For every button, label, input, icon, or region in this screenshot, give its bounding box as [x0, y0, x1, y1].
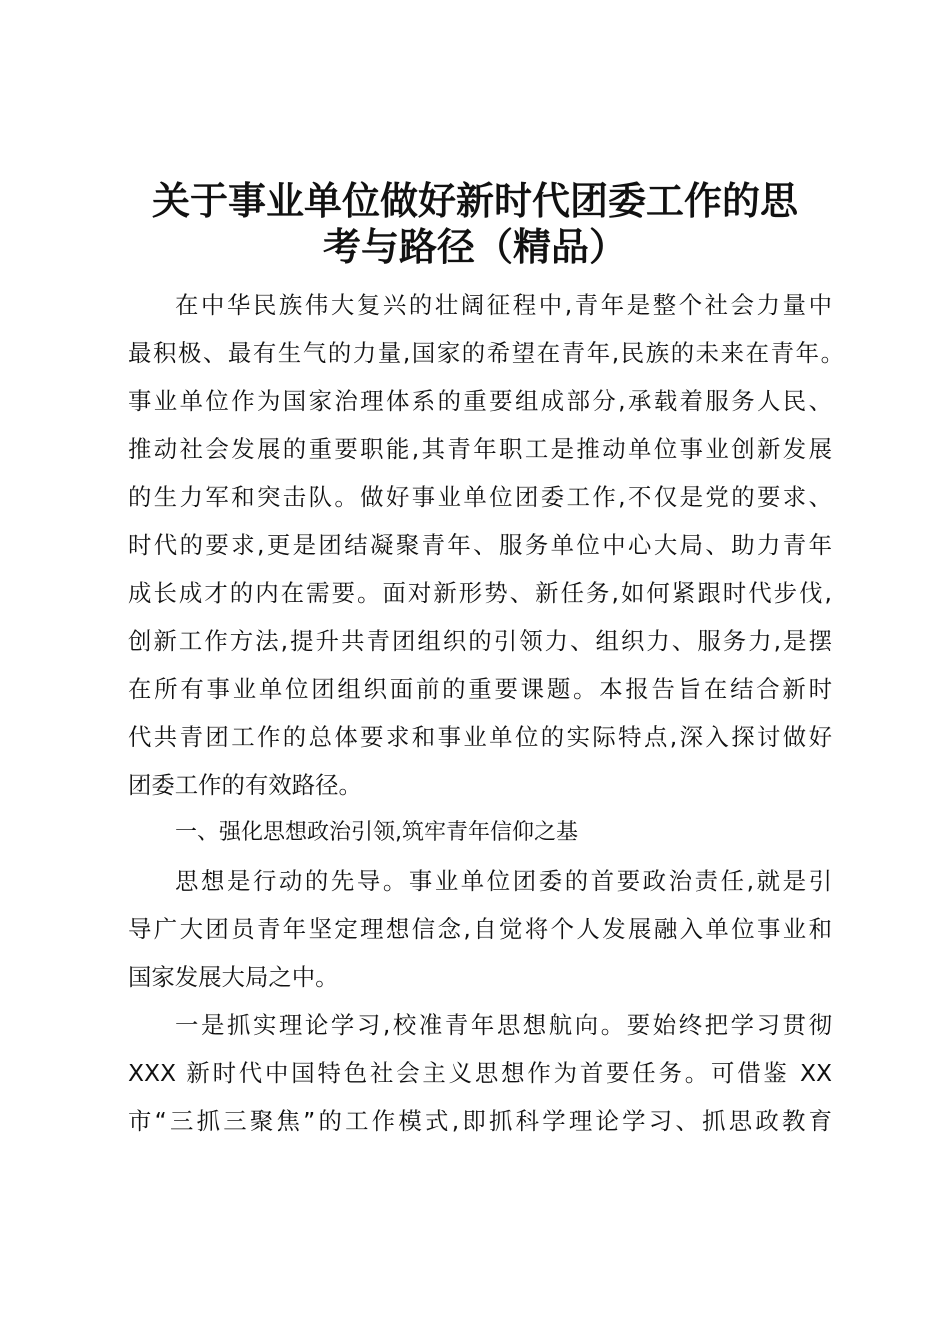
- intro-line-6: 时代的要求,更是团结凝聚青年、服务单位中心大局、助力青年: [128, 531, 832, 559]
- section-1-point-1-line-3: 市“三抓三聚焦”的工作模式,即抓科学理论学习、抓思政教育: [128, 1107, 832, 1135]
- title-line-1: 关于事业单位做好新时代团委工作的思: [151, 178, 798, 223]
- intro-line-5: 的生力军和突击队。做好事业单位团委工作,不仅是党的要求、: [128, 483, 832, 511]
- section-1-para-line-1: 思想是行动的先导。事业单位团委的首要政治责任,就是引: [175, 867, 832, 895]
- title-line-2: 考与路径（精品）: [322, 224, 627, 269]
- section-1-para-line-2: 导广大团员青年坚定理想信念,自觉将个人发展融入单位事业和: [128, 915, 832, 943]
- intro-line-1: 在中华民族伟大复兴的壮阔征程中,青年是整个社会力量中: [175, 291, 832, 319]
- intro-line-10: 代共青团工作的总体要求和事业单位的实际特点,深入探讨做好: [128, 723, 832, 751]
- section-1-heading: 一、强化思想政治引领,筑牢青年信仰之基: [175, 820, 578, 845]
- intro-line-4: 推动社会发展的重要职能,其青年职工是推动单位事业创新发展: [128, 435, 832, 463]
- intro-line-2: 最积极、最有生气的力量,国家的希望在青年,民族的未来在青年。: [128, 339, 844, 367]
- intro-line-3: 事业单位作为国家治理体系的重要组成部分,承载着服务人民、: [128, 387, 832, 415]
- intro-line-9: 在所有事业单位团组织面前的重要课题。本报告旨在结合新时: [128, 675, 832, 703]
- document-title: [110, 178, 840, 270]
- intro-line-7: 成长成才的内在需要。面对新形势、新任务,如何紧跟时代步伐,: [128, 579, 832, 607]
- section-1-point-1-line-2: XXX 新时代中国特色社会主义思想作为首要任务。可借鉴 XX: [128, 1059, 832, 1087]
- section-1-para-line-3: 国家发展大局之中。: [128, 963, 339, 991]
- section-1-point-1-line-1: 一是抓实理论学习,校准青年思想航向。要始终把学习贯彻: [175, 1011, 832, 1039]
- intro-line-11: 团委工作的有效路径。: [128, 771, 362, 799]
- intro-line-8: 创新工作方法,提升共青团组织的引领力、组织力、服务力,是摆: [128, 627, 832, 655]
